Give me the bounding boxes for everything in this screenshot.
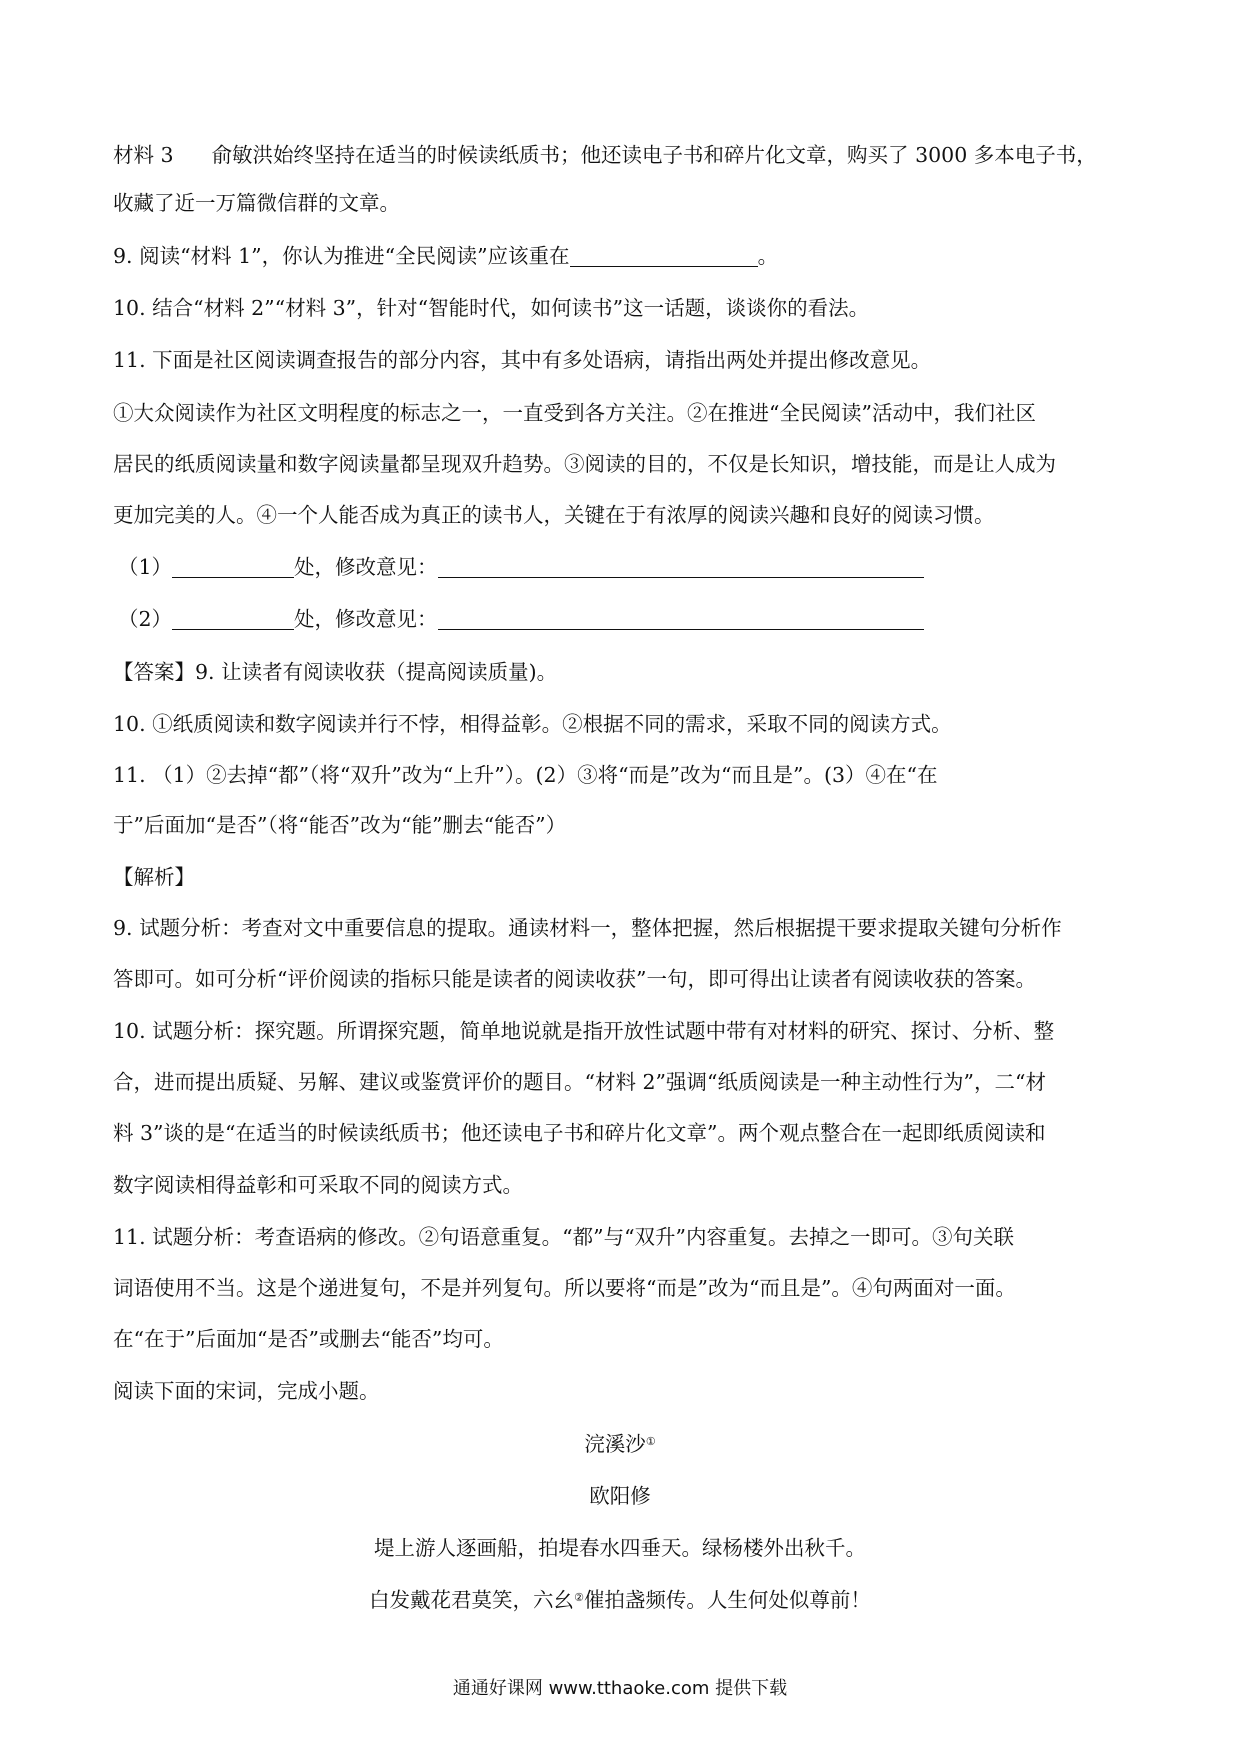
material-3-label: 材料 3 <box>113 143 174 167</box>
poem-author: 欧阳修 <box>589 1484 651 1508</box>
fill-1-number: （1） <box>118 555 173 579</box>
report-line-1: ①大众阅读作为社区文明程度的标志之一，一直受到各方关注。②在推进“全民阅读”活动中，我们社区 <box>113 401 1036 425</box>
fill-2-label: 处，修改意见： <box>294 607 438 631</box>
fill-1-label: 处，修改意见： <box>294 555 438 579</box>
question-10: 10. 结合“材料 2”“材料 3”，针对“智能时代，如何读书”这一话题，谈谈你的看法。 <box>113 296 870 320</box>
poem-line-2-footnote: ② <box>574 1591 584 1604</box>
material-3-line-2: 收藏了近一万篇微信群的文章。 <box>113 191 400 215</box>
poem-line-1: 堤上游人逐画船，拍堤春水四垂天。绿杨楼外出秋千。 <box>374 1536 866 1560</box>
analysis-10-line-3: 料 3”谈的是“在适当的时候读纸质书；他还读电子书和碎片化文章”。两个观点整合在一起即纸质阅读和 <box>113 1121 1046 1145</box>
page-footer: 通通好课网 www.tthaoke.com 提供下载 <box>452 1678 788 1699</box>
fill-line-2 <box>118 604 924 634</box>
poem-line-2 <box>0 1585 1240 1615</box>
analysis-heading: 【解析】 <box>113 865 195 889</box>
answer-11-line-2: 于”后面加“是否”（将“能否”改为“能”删去“能否”） <box>113 813 567 837</box>
poem-title-footnote: ① <box>645 1435 656 1448</box>
analysis-11-line-1: 11. 试题分析：考查语病的修改。②句语意重复。“都”与“双升”内容重复。去掉之一即可。③句关联 <box>113 1225 1015 1249</box>
question-9-blank[interactable] <box>570 244 758 267</box>
question-11: 11. 下面是社区阅读调查报告的部分内容，其中有多处语病，请指出两处并提出修改意见。 <box>113 348 932 372</box>
question-9 <box>113 241 778 271</box>
poem-title <box>0 1429 1240 1459</box>
analysis-9-line-2: 答即可。如可分析“评价阅读的指标只能是读者的阅读收获”一句，即可得出让读者有阅读收获的答案。 <box>113 967 1036 991</box>
analysis-9-line-1: 9. 试题分析：考查对文中重要信息的提取。通读材料一，整体把握，然后根据提干要求提取关键句分析作 <box>113 916 1062 940</box>
material-3-line-1 <box>113 140 1097 170</box>
question-9-text: 9. 阅读“材料 1”，你认为推进“全民阅读”应该重在 <box>113 244 570 268</box>
fill-line-1 <box>118 552 924 582</box>
analysis-10-line-4: 数字阅读相得益彰和可采取不同的阅读方式。 <box>113 1173 523 1197</box>
poem-line-2-a: 白发戴花君莫笑，六幺 <box>369 1588 575 1612</box>
answer-9: 【答案】9. 让读者有阅读收获（提高阅读质量)。 <box>113 660 558 684</box>
poem-title-text: 浣溪沙 <box>584 1432 646 1456</box>
analysis-11-line-2: 词语使用不当。这是个递进复句，不是并列复句。所以要将“而是”改为“而且是”。④句两面对一面。 <box>113 1276 1016 1300</box>
fill-2-location-blank[interactable] <box>172 607 294 630</box>
fill-2-opinion-blank[interactable] <box>438 607 924 630</box>
question-9-end: 。 <box>757 244 779 268</box>
fill-1-opinion-blank[interactable] <box>438 555 924 578</box>
answer-10: 10. ①纸质阅读和数字阅读并行不悖，相得益彰。②根据不同的需求，采取不同的阅读方式。 <box>113 712 952 736</box>
poem-line-2-b: 催拍盏频传。人生何处似尊前！ <box>583 1588 871 1612</box>
report-line-3: 更加完美的人。④一个人能否成为真正的读书人，关键在于有浓厚的阅读兴趣和良好的阅读习惯。 <box>113 503 995 527</box>
report-line-2: 居民的纸质阅读量和数字阅读量都呈现双升趋势。③阅读的目的，不仅是长知识，增技能，而是让人成为 <box>113 452 1056 476</box>
analysis-10-line-1: 10. 试题分析：探究题。所谓探究题，简单地说就是指开放性试题中带有对材料的研究、探讨、分析、整 <box>113 1019 1055 1043</box>
fill-1-location-blank[interactable] <box>172 555 294 578</box>
material-3-text: 俞敏洪始终坚持在适当的时候读纸质书；他还读电子书和碎片化文章，购买了 3000 多本电子书， <box>211 143 1097 167</box>
fill-2-number: （2） <box>118 607 173 631</box>
analysis-11-line-3: 在“在于”后面加“是否”或删去“能否”均可。 <box>113 1327 504 1351</box>
answer-11-line-1: 11. （1）②去掉“都”（将“双升”改为“上升”）。(2）③将“而是”改为“而且是”。(3）④在“在 <box>113 763 938 787</box>
poem-intro: 阅读下面的宋词，完成小题。 <box>113 1379 380 1403</box>
analysis-10-line-2: 合，进而提出质疑、另解、建议或鉴赏评价的题目。“材料 2”强调“纸质阅读是一种主动性行为”，二“材 <box>113 1070 1046 1094</box>
